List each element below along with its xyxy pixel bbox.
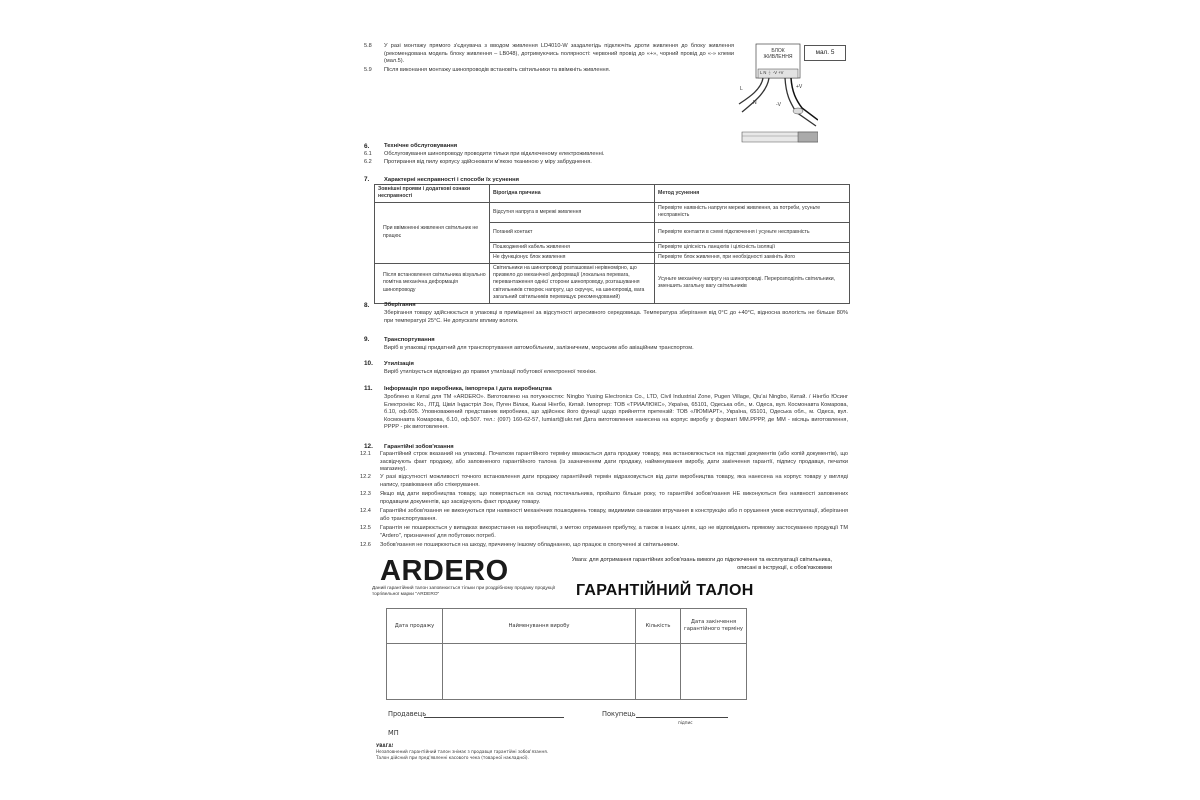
cause-cell: Світильники на шинопроводі розташовані нерівномірно, що призвело до механічної деформації (локальна перевага, перевантаження однієї сторони шинопроводу, розташування світильників створює напругу, що скручує, на шинопровід, вага загальний світильників перевищує рекомендований) (490, 263, 655, 303)
quantity-field[interactable] (636, 644, 681, 700)
symptom-cell: При ввімкненні живлення світильник не працює (375, 202, 490, 263)
sale-date-field[interactable] (387, 644, 443, 700)
section-text: Виріб утилізується відповідно до правил утилізації побутової електронної техніки. (384, 369, 597, 375)
item-number: 12.4 (360, 508, 371, 514)
cause-cell: Відсутня напруга в мережі живлення (490, 202, 655, 222)
item-text-5-8: У разі монтажу прямого з'єднувача з вводом живлення LD4010-W заздалегідь підключіть дроти живлення до блоку живлення (рекомендована модель блоку живлення – LB048), дотримуючись полярності: червоний провід до «+», чорний провід до «-» клеми (мал.5). (384, 43, 734, 65)
header-quantity: Кількість (636, 609, 681, 644)
manual-page (360, 40, 850, 800)
item-text: Гарантійний строк вказаний на упаковці. Початком гарантійного терміну вважається дата продажу товару, яка встановлюється на підставі документів (або копій документів), що засвідчують факт продажу, або заповненого гарантійного талона (із зазначенням дати продажу, найменування виробу, дати закінчення гарантії, підпису продавця, печатки магазину). (380, 451, 848, 473)
stamp-label: МП (388, 729, 399, 737)
buyer-label: Покупець (602, 710, 636, 718)
terminal-labels: L N ⏚ -V +V (760, 70, 784, 75)
faults-table (374, 184, 850, 304)
item-text: Зобов'язання не поширюються на шкоду, причинену іншому обладнанню, що працює в сполученні зі світильником. (380, 542, 680, 548)
power-supply-label: БЛОК ЖИВЛЕННЯ (763, 48, 793, 61)
wire-label-n: N (753, 100, 757, 106)
cause-cell: Пошкоджений кабель живлення (490, 242, 655, 252)
figure-label: мал. 5 (804, 45, 846, 61)
section-number: 12. (364, 443, 373, 450)
notice-line: Талон дійсний при пред'явленні касового чека (товарної накладної). (376, 755, 529, 760)
fix-cell: Усуньте механічну напругу на шинопроводі. Перерозподіліть світильники, зменшить загальну вагу світильників (655, 263, 850, 303)
item-number: 5.8 (364, 43, 372, 49)
item-number: 12.6 (360, 542, 371, 548)
fix-cell: Перевірте цілісність ланцюгів і цілісність ізоляції (655, 242, 850, 252)
section-title: Утилізація (384, 361, 414, 367)
table-row (375, 263, 850, 303)
cause-cell: Поганий контакт (490, 222, 655, 242)
cause-cell: Не функціонує блок живлення (490, 253, 655, 263)
item-number: 5.9 (364, 67, 372, 73)
seller-label: Продавець (388, 710, 427, 718)
warranty-end-field[interactable] (681, 644, 747, 700)
section-text: Виріб в упаковці придатний для транспортування автомобільним, залізничним, морським або авіаційним транспортом. (384, 345, 694, 351)
table-header-row (375, 185, 850, 203)
fix-cell: Перевірте блок живлення, при необхідності замініть його (655, 253, 850, 263)
section-number: 11. (364, 385, 373, 392)
warranty-warning: Увага: для дотримання гарантійних зобов'язань вимоги до підключення та експлуатації світильника, описані в інструкції, є обов'язковими (571, 557, 832, 571)
symptom-cell: Після встановлення світильника візуально помітна механічна деформація шинопроводу (375, 263, 490, 303)
signature-caption: підпис (678, 720, 693, 725)
connector (793, 108, 803, 114)
item-number: 6.1 (364, 151, 372, 157)
warranty-title: ГАРАНТІЙНИЙ ТАЛОН (576, 582, 754, 599)
item-text: Протирання від пилу корпусу здійснювати м'якою тканиною у міру забруднення. (384, 159, 592, 165)
product-name-field[interactable] (443, 644, 636, 700)
section-title: Гарантійні зобов'язання (384, 444, 454, 450)
wire-label-l: L (740, 86, 743, 92)
header-product-name: Найменування виробу (443, 609, 636, 644)
section-number: 9. (364, 336, 370, 343)
item-text: У разі відсутності можливості точного встановлення дати продажу гарантійний термін відраховується від дати виробництва товару, яка нанесена на корпус товару у вигляді напису, гравіювання або стікерування. (380, 474, 848, 488)
section-title: Характерні несправності і способи їх усунення (384, 177, 520, 183)
section-title: Інформація про виробника, імпортера і дата виробництва (384, 386, 552, 392)
wire-label-minus: -V (776, 102, 781, 108)
item-number: 12.2 (360, 474, 371, 480)
section-title: Транспортування (384, 337, 435, 343)
logo-note: Даний гарантійний талон заповнюється тільки при роздрібному продажу продукції торгівельної марки "ARDERO" (372, 586, 556, 598)
header-cause: Вірогідна причина (490, 185, 655, 203)
warranty-table (386, 608, 747, 700)
item-text: Гарантія не поширюється у випадках використання на виробництві, з метою отримання прибутку, а також в інших цілях, що не відповідають прямому застосуванню продукції ТМ "Ardero", призначеної для побутових потреб. (380, 525, 848, 539)
seller-signature-line[interactable] (424, 717, 564, 718)
section-number: 6. (364, 143, 370, 150)
section-number: 8. (364, 302, 370, 309)
item-number: 12.5 (360, 525, 371, 531)
buyer-signature-line[interactable] (636, 717, 728, 718)
header-fix: Метод усунення (655, 185, 850, 203)
warranty-header-row (387, 609, 747, 644)
item-text-5-9: Після виконання монтажу шинопроводів встановіть світильники та ввімкніть живлення. (384, 67, 611, 73)
notice-title: УВАГА! (376, 743, 394, 748)
fix-cell: Перевірте наявність напруги мережі живлення, за потреби, усуньте несправність (655, 202, 850, 222)
item-text: Обслуговування шинопроводу проводити тільки при відключеному електроживленні. (384, 151, 605, 157)
table-row (375, 202, 850, 222)
section-title: Технічне обслуговування (384, 143, 458, 149)
item-text: Якщо від дати виробництва товару, що повертається на склад постачальника, пройшло більше року, то гарантійні зобов'язання НЕ виконуються без наявності заповнених продавцем документів, що засвідчують факт продажу товару. (380, 491, 848, 505)
item-number: 6.2 (364, 159, 372, 165)
section-text: Зберігання товару здійснюється в упаковці в приміщенні за відсутності агресивного середовища. Температура зберігання від 0°C до +40°C, відносна вологість не більше 80% при температурі 25°C. Не допускати впливу вологи. (384, 310, 848, 324)
wire-label-plus: +V (796, 84, 803, 90)
fix-cell: Перевірте контакти в схемі підключення і усуньте несправність (655, 222, 850, 242)
section-number: 7. (364, 176, 370, 183)
item-number: 12.3 (360, 491, 371, 497)
section-number: 10. (364, 360, 373, 367)
section-title: Зберігання (384, 302, 416, 308)
notice-line: Незаповнений гарантійний талон знімає з продавця гарантійні зобов'язання. (376, 749, 549, 754)
ardero-logo: ARDERO (380, 555, 509, 587)
warranty-entry-row (387, 644, 747, 700)
header-sale-date: Дата продажу (387, 609, 443, 644)
feed-connector (798, 132, 818, 142)
header-warranty-end: Дата закінчення гарантійного терміну (681, 609, 747, 644)
header-symptom: Зовнішні прояви і додаткові ознаки несправності (375, 185, 490, 203)
item-text: Гарантійні зобов'язання не виконуються при наявності механічних пошкоджень товару, видимими ознаками втручання в конструкцію або п орушення умов експлуатації, зберігання або транспортування. (380, 508, 848, 522)
section-text: Зроблено в Китаї для ТМ «ARDERO». Виготовлено на потужностях: Ningbo Yusing Electronics Co., LTD, Civil Industrial Zone, Pugen Village, Qiu'ai Ningbo, Китай. / Нінгбо Юсинг Електронікс Ко., ЛТД, Цівіл Індастріл Зон, Пуген Вілаж, Кьюаі Нінгбо, Китай. Імпортер: ТОВ «ТРИАЛЮКС», Україна, 65101, Одеська обл., м. Одеса, вул. Космонавта Комарова, б.10, оф.605. Уповноважений представник виробника, що здійснює його функції щодо прийняття претензій: ТОВ «ЛЮМІАРТ», Україна, 65101, Одеська обл., м. Одеса, вул. Космонавта Комарова, б.10, оф.507. тел.: (097) 160-62-57, lumiart@ukr.net Дата виготовлення нанесена на корпус виробу у форматі ММ.РРРР, де ММ - місяць виготовлення, РРРР - рік виготовлення. (384, 394, 848, 431)
item-number: 12.1 (360, 451, 371, 457)
